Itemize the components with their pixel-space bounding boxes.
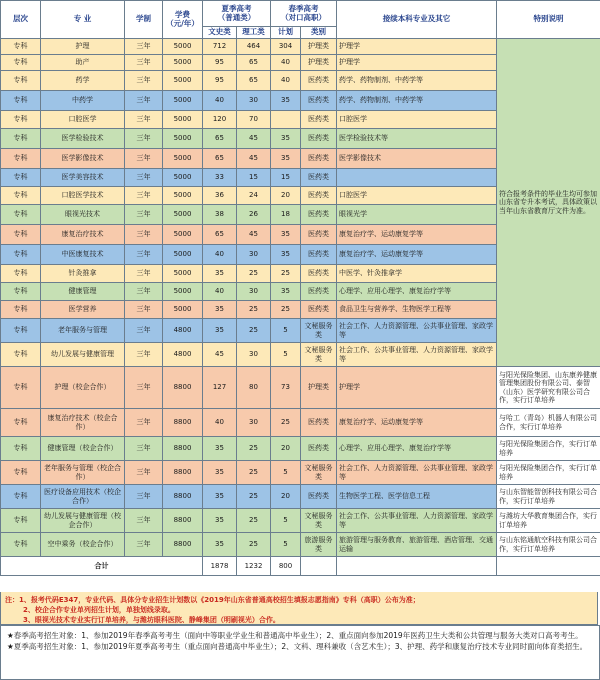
cell-arts: 38	[203, 205, 237, 225]
cell-level: 专科	[1, 205, 41, 225]
cell-tuition: 5000	[163, 55, 203, 71]
cell-major: 口腔医学技术	[41, 187, 125, 205]
cell-tuition: 5000	[163, 225, 203, 245]
cell-science: 25	[237, 533, 271, 557]
cell-plan: 35	[271, 149, 301, 169]
cell-duration: 三年	[125, 367, 163, 409]
cell-tuition: 8800	[163, 437, 203, 461]
cell-major: 助产	[41, 55, 125, 71]
cell-related: 旅游管理与服务教育、旅游管理、酒店管理、交通运输	[337, 533, 497, 557]
cell-tuition: 4800	[163, 319, 203, 343]
cell-arts: 40	[203, 409, 237, 437]
cell-category: 医药类	[301, 91, 337, 111]
cell-major: 医学美容技术	[41, 169, 125, 187]
cell-plan: 35	[271, 91, 301, 111]
cell-arts: 35	[203, 461, 237, 485]
cell-major: 中药学	[41, 91, 125, 111]
header-special: 特别说明	[497, 1, 600, 39]
header-row	[1, 1, 600, 27]
cell-plan: 5	[271, 461, 301, 485]
cell-arts: 40	[203, 283, 237, 301]
cell-duration: 三年	[125, 129, 163, 149]
cell-science: 30	[237, 409, 271, 437]
note-line-3: 3、眼视光技术专业实行订单培养，与潍坊眼科医院、静峰集团（明刷视光）合作。	[23, 616, 280, 625]
cell-related: 医学检验技术等	[337, 129, 497, 149]
cell-plan: 20	[271, 187, 301, 205]
cell-plan: 25	[271, 301, 301, 319]
cell-level: 专科	[1, 409, 41, 437]
cell-related: 口腔医学	[337, 187, 497, 205]
cell-arts: 65	[203, 225, 237, 245]
cell-arts: 35	[203, 319, 237, 343]
special-note: 与阳光保险集团合作，实行订单培养	[497, 461, 600, 485]
cell-related: 康复治疗学、运动康复学等	[337, 409, 497, 437]
cell-duration: 三年	[125, 39, 163, 55]
cell-arts: 35	[203, 301, 237, 319]
cell-level: 专科	[1, 367, 41, 409]
cell-related	[337, 169, 497, 187]
cell-category: 医药类	[301, 245, 337, 265]
cell-level: 专科	[1, 169, 41, 187]
cell-duration: 三年	[125, 265, 163, 283]
totals-plan: 800	[271, 557, 301, 576]
cell-level: 专科	[1, 301, 41, 319]
cell-category: 医药类	[301, 71, 337, 91]
cell-level: 专科	[1, 55, 41, 71]
cell-category: 医药类	[301, 111, 337, 129]
cell-related: 护理学	[337, 39, 497, 55]
cell-level: 专科	[1, 187, 41, 205]
cell-plan: 5	[271, 509, 301, 533]
cell-tuition: 5000	[163, 187, 203, 205]
cell-major: 药学	[41, 71, 125, 91]
cell-science: 45	[237, 225, 271, 245]
header-related: 接续本科专业及其它	[337, 1, 497, 39]
cell-related: 生物医学工程、医学信息工程	[337, 485, 497, 509]
cell-arts: 65	[203, 149, 237, 169]
cell-plan: 5	[271, 343, 301, 367]
header-spring: 春季高考 （对口高职）	[271, 1, 337, 27]
cell-level: 专科	[1, 533, 41, 557]
cell-arts: 35	[203, 509, 237, 533]
cell-arts: 35	[203, 485, 237, 509]
special-note: 符合报考条件的毕业生均可参加山东省专升本考试，具体政策以当年山东省教育厅文件为准。	[497, 39, 600, 367]
table-row	[1, 437, 600, 461]
cell-duration: 三年	[125, 509, 163, 533]
cell-plan: 15	[271, 169, 301, 187]
cell-duration: 三年	[125, 205, 163, 225]
cell-major: 幼儿发展与健康管理（校企合作）	[41, 509, 125, 533]
cell-plan: 18	[271, 205, 301, 225]
cell-major: 护理	[41, 39, 125, 55]
header-major: 专 业	[41, 1, 125, 39]
cell-category: 医药类	[301, 301, 337, 319]
cell-tuition: 5000	[163, 169, 203, 187]
cell-duration: 三年	[125, 409, 163, 437]
cell-science: 65	[237, 55, 271, 71]
table-row	[1, 461, 600, 485]
cell-duration: 三年	[125, 283, 163, 301]
special-note: 与阳光保险集团、山东康养健康管理集团股份有限公司、泰智（山东）医学研究有限公司合作，实行订单培养	[497, 367, 600, 409]
cell-category: 医药类	[301, 283, 337, 301]
cell-level: 专科	[1, 319, 41, 343]
cell-major: 医疗设备应用技术（校企合作）	[41, 485, 125, 509]
cell-related: 药学、药物制剂、中药学等	[337, 91, 497, 111]
cell-tuition: 5000	[163, 301, 203, 319]
cell-duration: 三年	[125, 485, 163, 509]
note-line-1: 注：1、报考代码E347，专业代码、具体分专业招生计划数以《2019年山东省普通高校招生填报志愿指南》专科（高职）公布为准；	[5, 596, 420, 604]
cell-tuition: 8800	[163, 485, 203, 509]
cell-category: 医药类	[301, 169, 337, 187]
header-duration: 学制	[125, 1, 163, 39]
cell-tuition: 5000	[163, 39, 203, 55]
cell-plan: 40	[271, 71, 301, 91]
cell-science: 45	[237, 129, 271, 149]
cell-duration: 三年	[125, 245, 163, 265]
cell-category: 医药类	[301, 265, 337, 283]
cell-science: 25	[237, 265, 271, 283]
cell-science: 80	[237, 367, 271, 409]
cell-arts: 45	[203, 343, 237, 367]
cell-level: 专科	[1, 129, 41, 149]
special-note: 与阳光保险集团合作，实行订单培养	[497, 437, 600, 461]
cell-duration: 三年	[125, 71, 163, 91]
cell-related: 康复治疗学、运动康复学等	[337, 245, 497, 265]
cell-duration: 三年	[125, 343, 163, 367]
note-line-2: 2、校企合作专业单列招生计划，单独划线录取。	[23, 606, 175, 615]
cell-tuition: 5000	[163, 129, 203, 149]
cell-science: 30	[237, 343, 271, 367]
cell-duration: 三年	[125, 169, 163, 187]
cell-category: 医药类	[301, 149, 337, 169]
totals-arts: 1878	[203, 557, 237, 576]
cell-duration: 三年	[125, 55, 163, 71]
totals-label: 合计	[1, 557, 203, 576]
cell-level: 专科	[1, 283, 41, 301]
cell-major: 老年服务与管理（校企合作）	[41, 461, 125, 485]
cell-category: 文秘服务类	[301, 461, 337, 485]
cell-major: 健康管理	[41, 283, 125, 301]
cell-related: 心理学、应用心理学、康复治疗学等	[337, 283, 497, 301]
table-row	[1, 409, 600, 437]
totals-science: 1232	[237, 557, 271, 576]
targets-box	[0, 625, 600, 680]
cell-category: 医药类	[301, 409, 337, 437]
cell-arts: 120	[203, 111, 237, 129]
cell-tuition: 5000	[163, 149, 203, 169]
cell-related: 医学影像技术	[337, 149, 497, 169]
cell-tuition: 8800	[163, 533, 203, 557]
cell-tuition: 8800	[163, 461, 203, 485]
special-note: 与山东智能智创科技有限公司合作，实行订单培养	[497, 485, 600, 509]
cell-plan	[271, 111, 301, 129]
notes-box	[0, 592, 598, 625]
cell-level: 专科	[1, 225, 41, 245]
cell-tuition: 5000	[163, 71, 203, 91]
cell-major: 针灸推拿	[41, 265, 125, 283]
cell-major: 眼视光技术	[41, 205, 125, 225]
cell-major: 康复治疗技术	[41, 225, 125, 245]
summer-target: ★夏季高考招生对象：1、参加2019年夏季高考考生（重点面向普通高中毕业生）；2、文科、理科兼收（含艺术生）；3、护理、药学和康复治疗技术专业同时面向体育类招生。	[7, 642, 588, 652]
cell-level: 专科	[1, 149, 41, 169]
cell-science: 25	[237, 485, 271, 509]
cell-major: 老年服务与管理	[41, 319, 125, 343]
table-row	[1, 533, 600, 557]
header-category: 类别	[301, 27, 337, 39]
cell-science: 25	[237, 437, 271, 461]
cell-plan: 5	[271, 533, 301, 557]
table-row	[1, 485, 600, 509]
header-science: 理工类	[237, 27, 271, 39]
cell-major: 康复治疗技术（校企合作）	[41, 409, 125, 437]
cell-arts: 35	[203, 533, 237, 557]
cell-arts: 40	[203, 91, 237, 111]
cell-arts: 712	[203, 39, 237, 55]
cell-major: 医学营养	[41, 301, 125, 319]
cell-tuition: 5000	[163, 265, 203, 283]
cell-science: 464	[237, 39, 271, 55]
cell-level: 专科	[1, 71, 41, 91]
cell-major: 中医康复技术	[41, 245, 125, 265]
cell-science: 30	[237, 283, 271, 301]
cell-related: 中医学、针灸推拿学	[337, 265, 497, 283]
cell-plan: 35	[271, 245, 301, 265]
cell-tuition: 5000	[163, 91, 203, 111]
cell-major: 护理（校企合作）	[41, 367, 125, 409]
cell-category: 文秘服务类	[301, 343, 337, 367]
table-row	[1, 509, 600, 533]
cell-science: 30	[237, 245, 271, 265]
cell-tuition: 8800	[163, 367, 203, 409]
header-tuition: 学费 （元/年）	[163, 1, 203, 39]
special-note: 与哈工（青岛）机器人有限公司合作，实行订单培养	[497, 409, 600, 437]
cell-tuition: 5000	[163, 205, 203, 225]
cell-related: 护理学	[337, 55, 497, 71]
cell-level: 专科	[1, 485, 41, 509]
cell-category: 护理类	[301, 367, 337, 409]
cell-arts: 36	[203, 187, 237, 205]
totals-row	[1, 557, 600, 576]
cell-related: 社会工作、公共事业管理、人力资源管理、家政学等	[337, 343, 497, 367]
cell-tuition: 4800	[163, 343, 203, 367]
cell-category: 医药类	[301, 225, 337, 245]
cell-science: 45	[237, 149, 271, 169]
cell-category: 文秘服务类	[301, 509, 337, 533]
cell-tuition: 8800	[163, 509, 203, 533]
cell-category: 护理类	[301, 39, 337, 55]
cell-plan: 20	[271, 485, 301, 509]
special-note: 与山东铭通航空科技有限公司合作，实行订单培养	[497, 533, 600, 557]
table-body	[1, 39, 600, 557]
totals-empty-1	[301, 557, 337, 576]
cell-category: 医药类	[301, 129, 337, 149]
cell-level: 专科	[1, 509, 41, 533]
cell-level: 专科	[1, 111, 41, 129]
cell-science: 65	[237, 71, 271, 91]
cell-major: 空中乘务（校企合作）	[41, 533, 125, 557]
cell-plan: 20	[271, 437, 301, 461]
cell-tuition: 8800	[163, 409, 203, 437]
cell-duration: 三年	[125, 301, 163, 319]
cell-category: 旅游服务类	[301, 533, 337, 557]
cell-level: 专科	[1, 437, 41, 461]
cell-level: 专科	[1, 265, 41, 283]
cell-related: 心理学、应用心理学、康复治疗学等	[337, 437, 497, 461]
cell-major: 医学检验技术	[41, 129, 125, 149]
cell-major: 医学影像技术	[41, 149, 125, 169]
cell-duration: 三年	[125, 533, 163, 557]
cell-arts: 40	[203, 245, 237, 265]
cell-arts: 65	[203, 129, 237, 149]
header-plan: 计划	[271, 27, 301, 39]
cell-related: 眼视光学	[337, 205, 497, 225]
cell-related: 食品卫生与营养学、生物医学工程等	[337, 301, 497, 319]
cell-arts: 33	[203, 169, 237, 187]
cell-category: 护理类	[301, 55, 337, 71]
cell-plan: 40	[271, 55, 301, 71]
cell-plan: 35	[271, 129, 301, 149]
table-row	[1, 39, 600, 55]
cell-level: 专科	[1, 91, 41, 111]
cell-science: 24	[237, 187, 271, 205]
cell-level: 专科	[1, 461, 41, 485]
special-note: 与潍坊大华教育集团合作，实行订单培养	[497, 509, 600, 533]
cell-science: 30	[237, 91, 271, 111]
cell-duration: 三年	[125, 319, 163, 343]
table-row	[1, 367, 600, 409]
cell-science: 70	[237, 111, 271, 129]
cell-related: 药学、药物制剂、中药学等	[337, 71, 497, 91]
cell-category: 医药类	[301, 485, 337, 509]
totals-empty-3	[497, 557, 600, 576]
cell-duration: 三年	[125, 187, 163, 205]
cell-science: 25	[237, 461, 271, 485]
cell-related: 社会工作、公共事业管理、人力资源管理、家政学等	[337, 509, 497, 533]
cell-level: 专科	[1, 245, 41, 265]
cell-plan: 73	[271, 367, 301, 409]
cell-plan: 25	[271, 265, 301, 283]
cell-tuition: 5000	[163, 283, 203, 301]
cell-arts: 35	[203, 437, 237, 461]
cell-category: 医药类	[301, 437, 337, 461]
cell-category: 文秘服务类	[301, 319, 337, 343]
cell-duration: 三年	[125, 111, 163, 129]
cell-plan: 25	[271, 409, 301, 437]
cell-duration: 三年	[125, 437, 163, 461]
cell-arts: 35	[203, 265, 237, 283]
cell-level: 专科	[1, 39, 41, 55]
cell-plan: 35	[271, 283, 301, 301]
header-summer: 夏季高考 （普通类）	[203, 1, 271, 27]
cell-science: 26	[237, 205, 271, 225]
header-arts: 文史类	[203, 27, 237, 39]
cell-duration: 三年	[125, 461, 163, 485]
cell-related: 护理学	[337, 367, 497, 409]
cell-related: 康复治疗学、运动康复学等	[337, 225, 497, 245]
header-level: 层次	[1, 1, 41, 39]
cell-arts: 127	[203, 367, 237, 409]
cell-plan: 5	[271, 319, 301, 343]
cell-level: 专科	[1, 343, 41, 367]
cell-arts: 95	[203, 55, 237, 71]
cell-major: 幼儿发展与健康管理	[41, 343, 125, 367]
cell-tuition: 5000	[163, 111, 203, 129]
cell-duration: 三年	[125, 91, 163, 111]
spring-target: ★春季高考招生对象：1、参加2019年春季高考考生（面向中等职业学业生和普通高中毕业生）；2、重点面向参加2019年医药卫生大类和公共管理与服务大类对口高考考生。	[7, 631, 583, 640]
cell-science: 25	[237, 509, 271, 533]
cell-arts: 95	[203, 71, 237, 91]
cell-major: 健康管理（校企合作）	[41, 437, 125, 461]
cell-major: 口腔医学	[41, 111, 125, 129]
cell-plan: 35	[271, 225, 301, 245]
totals-empty-2	[337, 557, 497, 576]
cell-related: 社会工作、人力资源管理、公共事业管理、家政学等	[337, 319, 497, 343]
cell-category: 医药类	[301, 187, 337, 205]
cell-science: 25	[237, 301, 271, 319]
cell-science: 15	[237, 169, 271, 187]
cell-duration: 三年	[125, 225, 163, 245]
cell-duration: 三年	[125, 149, 163, 169]
cell-science: 25	[237, 319, 271, 343]
cell-plan: 304	[271, 39, 301, 55]
cell-tuition: 5000	[163, 245, 203, 265]
cell-category: 医药类	[301, 205, 337, 225]
cell-related: 社会工作、人力资源管理、公共事业管理、家政学等	[337, 461, 497, 485]
cell-related: 口腔医学	[337, 111, 497, 129]
